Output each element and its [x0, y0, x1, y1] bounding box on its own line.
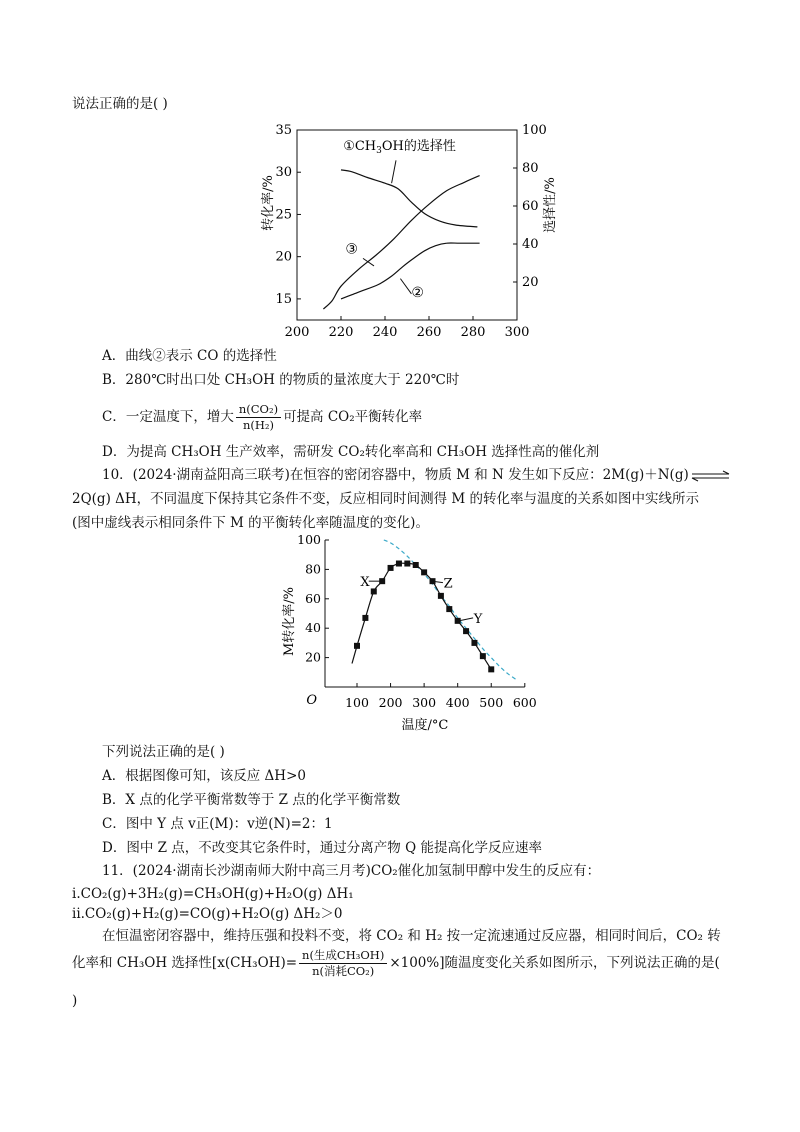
y-right-tick-label: 100 [522, 123, 547, 138]
q10-option-a: A．根据图像可知，该反应 ΔH>0 [102, 768, 306, 784]
q9-option-d: D．为提高 CH₃OH 生产效率，需研发 CO₂转化率高和 CH₃OH 选择性高的催化剂 [102, 444, 600, 460]
curve-2 [341, 243, 480, 302]
y-right-tick-label: 40 [522, 237, 539, 252]
y-tick-label: 100 [297, 532, 321, 547]
origin-label: O [306, 693, 317, 708]
q9-option-b: B．280℃时出口处 CH₃OH 的物质的量浓度大于 220℃时 [102, 372, 460, 388]
x-tick-label: 220 [328, 325, 354, 340]
x-tick-label: 260 [416, 325, 442, 340]
q11-reaction-i: i.CO₂(g)+3H₂(g)=CH₃OH(g)+H₂O(g) ΔH₁ [72, 886, 354, 902]
data-point-marker [413, 562, 419, 568]
q9-option-a: A．曲线②表示 CO 的选择性 [102, 348, 277, 364]
y-right-axis-label: 选择性/% [543, 177, 558, 233]
q10-option-d: D．图中 Z 点，不改变其它条件时，通过分离产物 Q 能提高化学反应速率 [102, 840, 542, 856]
data-point-marker [480, 653, 486, 659]
x-tick-label: 300 [412, 695, 437, 710]
q10-line3: (图中虚线表示相同条件下 M 的平衡转化率随温度的变化)。 [72, 515, 429, 531]
data-point-marker [438, 593, 444, 599]
y-left-tick-label: 30 [275, 165, 292, 181]
y-left-tick-label: 20 [275, 249, 292, 265]
measured-conversion-curve [352, 563, 491, 669]
y-left-tick-label: 25 [275, 207, 292, 223]
data-point-marker [463, 628, 469, 634]
x-tick-label: 400 [445, 695, 470, 710]
q11-line1: 11．(2024·湖南长沙湖南师大附中高三月考)CO₂催化加氢制甲醇中发生的反应有： [102, 863, 601, 879]
y-right-tick-label: 20 [522, 275, 539, 290]
point-x-label: X [360, 575, 370, 591]
curve-2-label: ② [411, 285, 424, 302]
point-y-leader [459, 618, 473, 621]
curve-1-leader [392, 160, 396, 183]
data-point-marker [404, 561, 410, 567]
q10-option-c: C．图中 Y 点 v正(M)：v逆(N)=2：1 [102, 816, 333, 832]
curve-1-label: $①CH_3OH$的选择性 [343, 138, 456, 156]
data-point-marker [471, 640, 477, 646]
curve-3-label: ③ [345, 241, 358, 258]
x-axis-label: 温度/°C [401, 718, 449, 733]
data-point-marker [354, 643, 360, 649]
y-right-tick-label: 80 [522, 161, 539, 176]
equilibrium-arrow-icon [689, 470, 733, 482]
q10-option-b: B．X 点的化学平衡常数等于 Z 点的化学平衡常数 [102, 792, 401, 808]
curve-2-leader [400, 279, 411, 294]
data-point-marker [446, 606, 452, 612]
q11-line3: 化率和 CH₃OH 选择性[x(CH₃OH)= $\frac{\text{n(生成CH₃OH)}}{\text{n(消耗CO₂)}}$ ×100%]随温度变化关系如图所示，下列说法正确的是( [72, 948, 720, 978]
q11-line2: 在恒温密闭容器中，维持压强和投料不变，将 CO₂ 和 H₂ 按一定流速通过反应器，相同时间后，CO₂ 转 [102, 928, 721, 944]
point-y-label: Y [473, 611, 483, 627]
x-tick-label: 200 [378, 695, 403, 710]
x-tick-label: 200 [284, 325, 310, 340]
y-tick-label: 40 [305, 620, 321, 636]
y-tick-label: 60 [305, 590, 321, 606]
q11-line4: ) [72, 993, 78, 1009]
y-tick-label: 20 [305, 649, 321, 665]
y-axis-label: M转化率/% [282, 586, 297, 657]
chart-m-conversion [275, 528, 555, 740]
data-point-marker [421, 569, 427, 575]
x-tick-label: 600 [512, 695, 537, 710]
data-point-marker [362, 615, 368, 621]
curve-1-ch3oh-selectivity [341, 170, 477, 227]
point-z-label: Z [443, 576, 453, 592]
data-point-marker [371, 588, 377, 594]
q10-line2: 2Q(g) ΔH，不同温度下保持其它条件不变，反应相同时间测得 M 的转化率与温度的关系如图中实线所示 [72, 491, 700, 507]
x-tick-label: 280 [460, 325, 486, 340]
x-tick-label: 500 [479, 695, 504, 710]
y-right-tick-label: 60 [522, 199, 539, 214]
q9-stem-tail: 说法正确的是( ) [72, 96, 168, 112]
x-tick-label: 300 [504, 325, 530, 340]
y-tick-label: 80 [305, 561, 321, 577]
x-tick-label: 100 [345, 695, 369, 710]
data-point-marker [396, 561, 402, 567]
q11-reaction-ii: ii.CO₂(g)+H₂(g)=CO(g)+H₂O(g) ΔH₂＞0 [72, 906, 343, 922]
data-point-marker [488, 666, 494, 672]
x-tick-label: 240 [372, 325, 398, 340]
data-point-marker [388, 565, 394, 571]
q10-line1: 10．(2024·湖南益阳高三联考)在恒容的密闭容器中，物质 M 和 N 发生如下反应：2M(g)＋N(g) [102, 466, 733, 484]
fraction-selectivity: $\frac{\text{n(生成CH₃OH)}}{\text{n(消耗CO₂)}}$ [299, 948, 387, 979]
fraction-co2-h2: $\frac{\text{n(CO₂)}}{\text{n(H₂)}}$ [236, 402, 281, 433]
y-left-tick-label: 15 [275, 291, 292, 307]
y-left-axis-label: 转化率/% [261, 175, 276, 231]
q10-ask: 下列说法正确的是( ) [102, 744, 225, 760]
q9-option-c: C．一定温度下，增大 $\frac{\text{n(CO₂)}}{\text{n(H₂)}}$ 可提高 CO₂平衡转化率 [102, 402, 423, 432]
y-left-tick-label: 35 [275, 123, 292, 138]
chart-conversion-selectivity [250, 118, 570, 340]
